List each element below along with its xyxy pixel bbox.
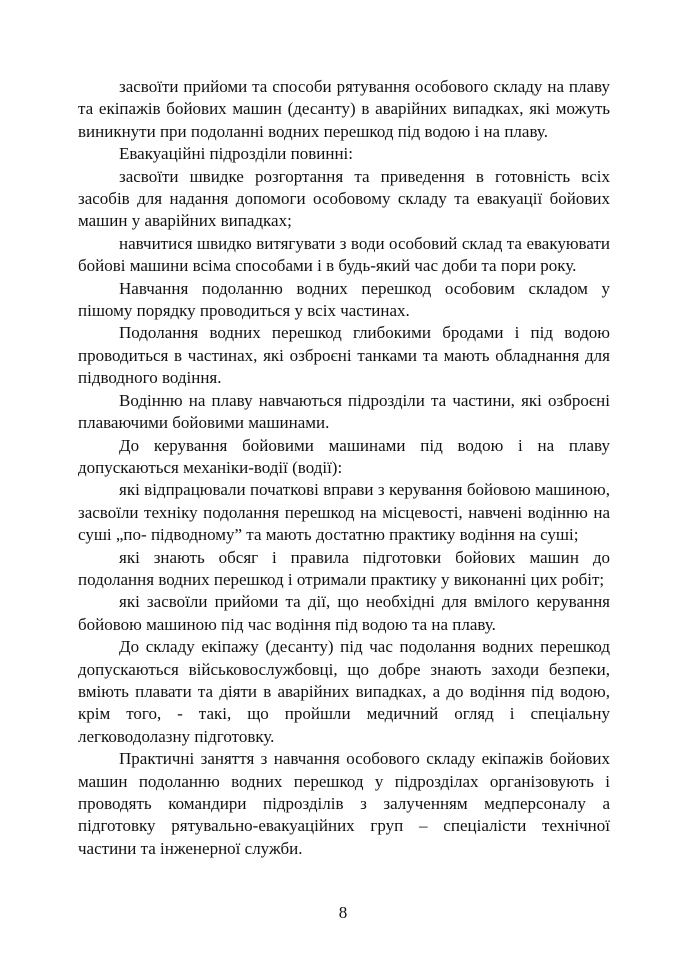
paragraph-practical-training: Практичні заняття з навчання особового складу екіпажів бойових машин подоланню водних перешкод у підрозділах організовують і проводять командири підрозділів з залученням медперсоналу а підготовку рятувально-евакуаційних груп – спеціалісти технічної частини та інженерної служби.: [78, 749, 610, 858]
paragraph-driver-criteria-1: які відпрацювали початкові вправи з керування бойовою машиною, засвоїли техніку подолання перешкод на місцевості, навчені водінню на суші „по- підводному” та мають достатню практику водіння на суші;: [78, 480, 610, 545]
paragraph-driver-criteria-3: які засвоїли прийоми та дії, що необхідні для вмілого керування бойовою машиною під час водіння під водою та на плаву.: [78, 592, 610, 634]
paragraph-foot-crossing-training: Навчання подоланню водних перешкод особовим складом у пішому порядку проводиться у всіх частинах.: [78, 278, 610, 321]
paragraph-deployment-readiness: засвоїти швидке розгортання та приведення в готовність всіх засобів для надання допомоги особовому складу та евакуації бойових машин у аварійних випадках;: [78, 166, 610, 231]
paragraph-deep-fording: Подолання водних перешкод глибокими бродами і під водою проводиться в частинах, які озброєні танками та мають обладнання для підводного водіння.: [78, 323, 610, 388]
paragraph-afloat-driving: Водінню на плаву навчаються підрозділи та частини, які озброєні плаваючими бойовими машинами.: [78, 390, 610, 433]
page-body: [78, 76, 610, 860]
paragraph-driver-criteria-2: які знають обсяг і правила підготовки бойових машин до подолання водних перешкод і отримали практику у виконанні цих робіт;: [78, 547, 610, 589]
paragraph-evacuation-units-heading: Евакуаційні підрозділи повинні:: [119, 144, 354, 164]
paragraph-pull-out-of-water: навчитися швидко витягувати з води особовий склад та евакуювати бойові машини всіма способами і в будь-який час доби та пори року.: [78, 233, 610, 276]
page-number: 8: [338, 903, 348, 922]
paragraph-rescue-methods: засвоїти прийоми та способи рятування особового складу на плаву та екіпажів бойових машин (десанту) в аварійних випадках, які можуть виникнути при подоланні водних перешкод під водою і на плаву.: [78, 77, 610, 141]
paragraph-driver-admission: До керування бойовими машинами під водою і на плаву допускаються механіки-водії (водії):: [78, 435, 610, 477]
paragraph-crew-admission: До складу екіпажу (десанту) під час подолання водних перешкод допускаються військовослужбовці, що добре знають заходи безпеки, вміють плавати та діяти в аварійних випадках, а до водіння під водою, крім того, - такі, що пройшли медичний огляд і спеціальну легководолазну підготовку.: [78, 637, 610, 746]
